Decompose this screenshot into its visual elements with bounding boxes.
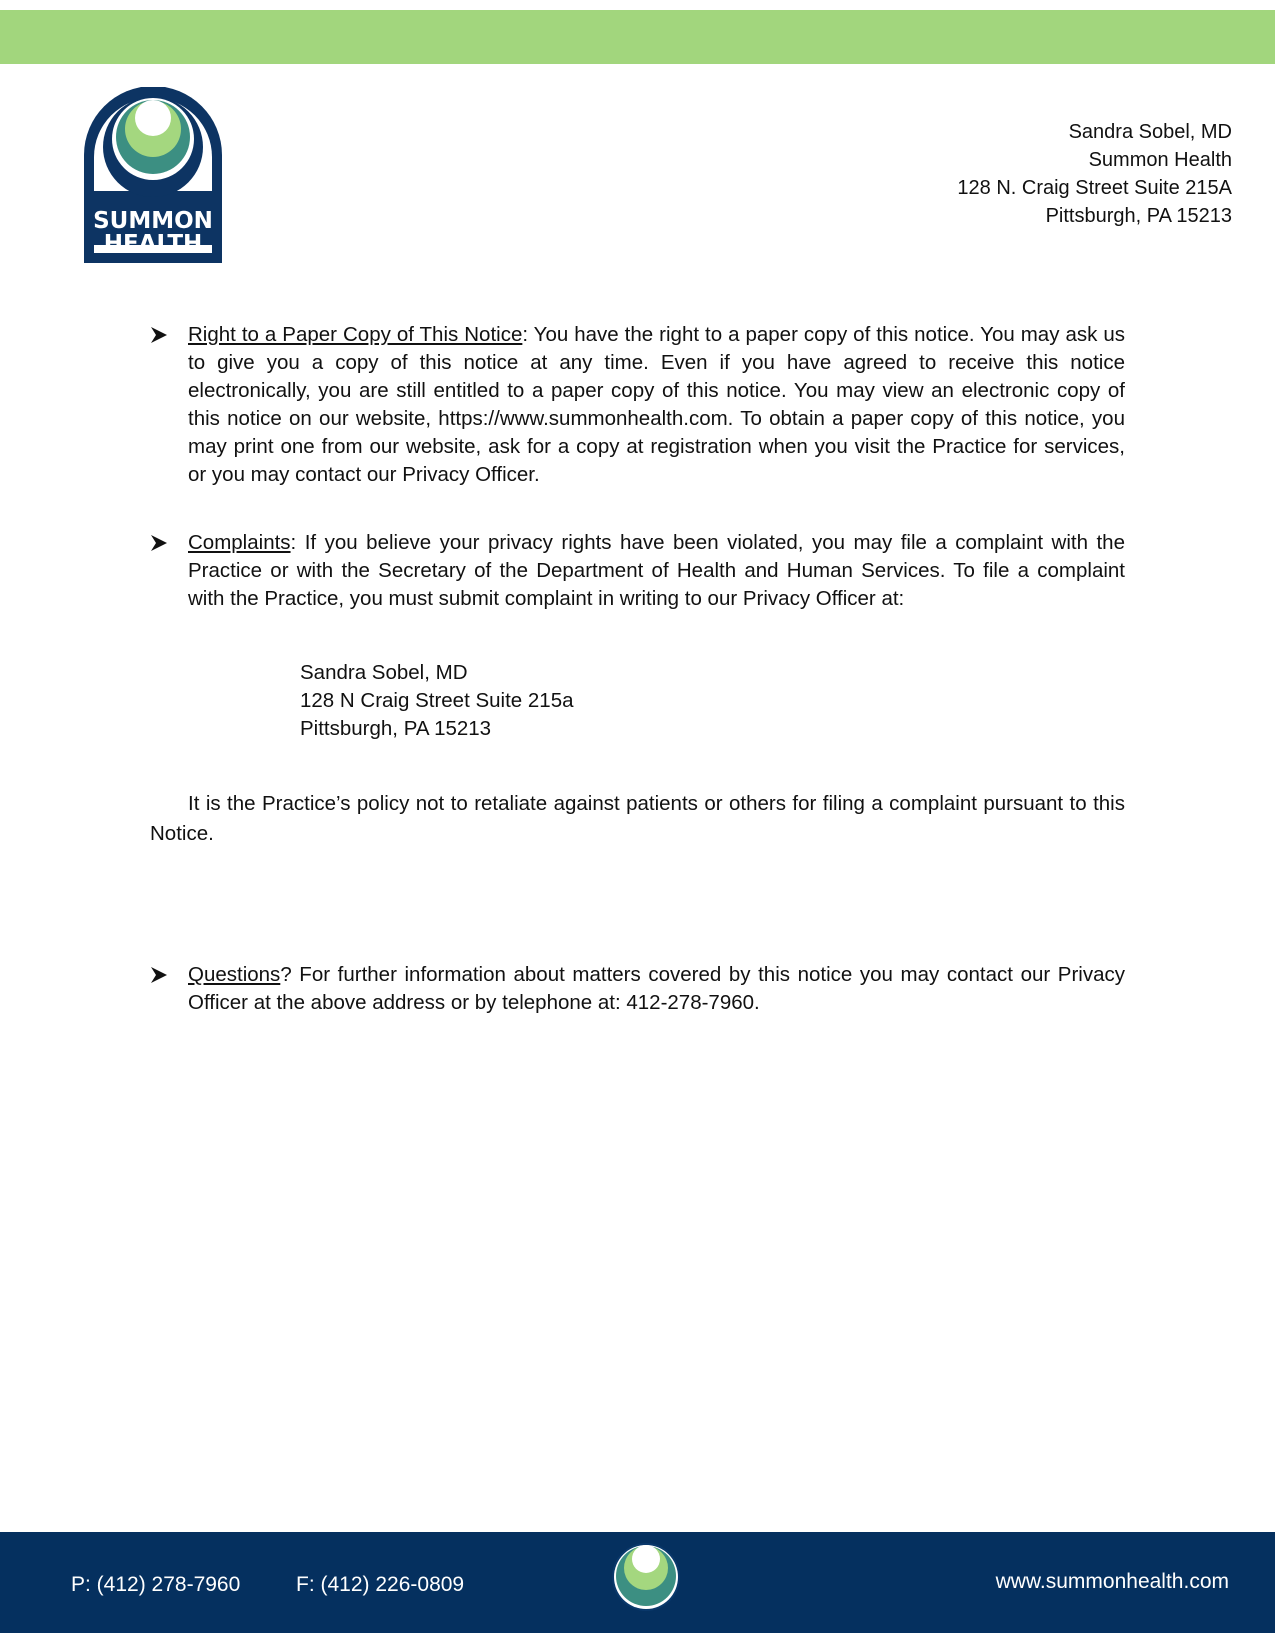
arrow-bullet-icon [150, 534, 168, 552]
letterhead-city: Pittsburgh, PA 15213 [1045, 205, 1232, 227]
address-line3: Pittsburgh, PA 15213 [300, 717, 492, 740]
address-line1: Sandra Sobel, MD [300, 661, 468, 684]
section-heading-complaints: Complaints [188, 531, 291, 554]
privacy-officer-address [300, 659, 1125, 743]
section-text-complaints: : If you believe your privacy rights have been violated, you may file a complaint with the Practice or with the Secretary of the Department of Health and Human Services. To file a complaint with the Practice, you must submit complaint in writing to our Privacy Officer at: [188, 531, 1125, 610]
summon-health-logo [84, 87, 222, 263]
top-color-band [0, 10, 1275, 64]
section-heading-paper-copy: Right to a Paper Copy of This Notice [188, 323, 523, 346]
letterhead-name: Sandra Sobel, MD [1068, 121, 1232, 143]
arrow-bullet-icon [150, 966, 168, 984]
arrow-bullet-icon [150, 326, 168, 344]
logo-text-line1: SUMMON [93, 208, 213, 234]
notice-body [150, 321, 1125, 1017]
footer-bar [0, 1532, 1275, 1633]
section-heading-questions: Questions [188, 963, 281, 986]
address-line2: 128 N Craig Street Suite 215a [300, 689, 574, 712]
section-text-paper-copy: : You have the right to a paper copy of this notice. You may ask us to give you a copy of this notice at any time. Even if you have agreed to receive this notice electronically, you are still entitled to a paper copy of this notice. You may view an electronic copy of this notice on our website, https://www.summonhealth.com. To obtain a paper copy of this notice, you may print one from our website, ask for a copy at registration when you visit the Practice for services, or you may contact our Privacy Officer. [188, 323, 1125, 486]
section-complaints [150, 529, 1125, 613]
section-paper-copy [150, 321, 1125, 489]
footer-website-link[interactable]: www.summonhealth.com [995, 1570, 1229, 1593]
section-text-questions: ? For further information about matters covered by this notice you may contact our Privacy Officer at the above address or by telephone at: 412-278-7960. [188, 963, 1125, 1014]
letterhead-address [957, 118, 1232, 230]
policy-paragraph: It is the Practice’s policy not to retaliate against patients or others for filing a complaint pursuant to this Notice. [150, 792, 1125, 845]
summon-emblem-icon [610, 1540, 682, 1612]
logo-text-line2: HEALTH [103, 231, 203, 257]
letterhead-org: Summon Health [1088, 149, 1232, 171]
letterhead-street: 128 N. Craig Street Suite 215A [957, 177, 1232, 199]
section-questions [150, 961, 1125, 1017]
footer-fax: F: (412) 226-0809 [296, 1573, 465, 1596]
footer-phone: P: (412) 278-7960 [71, 1573, 241, 1596]
